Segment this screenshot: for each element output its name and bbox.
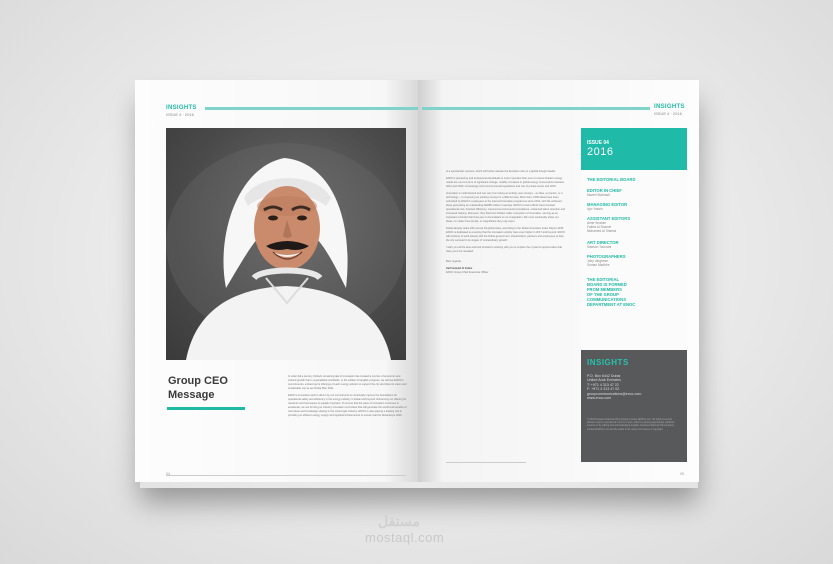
board-role-art-director: ART DIRECTOR Sawson Toumani xyxy=(587,240,619,249)
address-line: P.O. Box 6442 Dubai xyxy=(587,374,621,378)
brand-title: INSIGHTS xyxy=(587,358,629,367)
left-page xyxy=(135,80,418,482)
left-body-column xyxy=(288,375,407,421)
watermark-text: mostaql.com xyxy=(365,530,445,545)
editorial-board xyxy=(581,170,687,350)
section-title-underline xyxy=(167,407,245,410)
right-paragraph: I wish you all the best and look forward to working with you to explore the myriad of opportunities that have yet to be revealed. xyxy=(446,246,562,253)
issue-label: ISSUE 04 xyxy=(587,140,609,146)
board-note: THE EDITORIAL BOARD IS FORMED FROM MEMBERS OF THE GROUP COMMUNICATIONS DEPARTMENT AT ENOC xyxy=(587,277,636,307)
right-header-title: INSIGHTS xyxy=(654,104,685,110)
legal-notice: © 2016 Emirates National Oil Company Limited (ENOC) LLC. All rights reserved. Articles may be reproduced in full or in part, either by quoting appropriate publisher sources or by editing and acknowledging Insights. Emirates National Oil Company Limited (ENOC) LLC and the editor is the owner and owner of copyright. xyxy=(587,418,675,431)
email-line: groupcommunications@enoc.com xyxy=(587,391,642,396)
right-header-rule xyxy=(422,107,650,110)
address-block xyxy=(587,374,641,400)
left-header-rule xyxy=(205,107,418,110)
fax-line: F: +971 4 313 47 02 xyxy=(587,387,620,392)
section-title xyxy=(168,374,228,402)
phone-line: T: +971 4 313 47 22 xyxy=(587,382,619,387)
left-paragraph: ENOC's innovative spirit is driven by our commitment to continually improve the foundations for operational safety and efficiency in the energy industry in Dubai and beyond. Enhancing our offering for residents and businesses is equally important. To ensure that the pace of innovation continues to accelerate, we are forming an industry innovation committee that will generate the world and benefits of new ideas and knowledge sharing in the oil and gas industry. ENOC is also playing a leading role in providing an efficient energy supply and logistical infrastructure to ensure that the Dubai Expo 2020. xyxy=(288,394,407,417)
right-paragraph: ENOC's pioneering and entrepreneurial attitude is more important than ever to ensure Dubai's energy needs are met at a time of significant change, notably increases in global energy consumption between 2012 and 2040, increasingly strict environmental regulations and rise of private sector and 2016. xyxy=(446,177,565,188)
section-title-line2: Message xyxy=(168,389,215,401)
issue-year: 2016 xyxy=(587,146,614,158)
right-footer-rule xyxy=(446,462,526,463)
board-role-managing-editor: MANAGING EDITOR Ayo Yassin xyxy=(587,202,628,211)
left-paragraph: In order fall a century, Dubai's remaining tale of innovation has created a number of economic and cultural growth that is unparalleled worldwide. In the edition of tangible progress, we will see ENOC's commitments, enhancing its offerings of each energy solution to support the city and drive its vision and sustainable city as per Dubai Plan 2021. xyxy=(288,375,407,390)
right-page xyxy=(418,80,699,482)
left-footer-rule xyxy=(166,475,406,476)
watermark-logo: مستقل xyxy=(378,513,420,529)
left-header-issue: ISSUE 4 · 2016 xyxy=(166,112,194,117)
ceo-photo xyxy=(166,128,406,360)
right-header-issue: ISSUE 4 · 2016 xyxy=(654,111,682,116)
right-paragraph: is a spectacular success, which will further elevate the Emirate's role on a global thought leader. xyxy=(446,170,556,173)
board-role-editor-in-chief: EDITOR IN CHIEF Mazeh Bukhash xyxy=(587,188,622,197)
right-body-column xyxy=(446,170,566,275)
address-line: United Arab Emirates xyxy=(587,378,621,383)
board-heading: THE EDITORIAL BOARD xyxy=(587,177,636,182)
right-paragraph: Dubai already ranks 10th across 39 global cities, according to the Dubai Innovation Index Report 2015. ENOC is dedicated to ensuring that the innovation activity rises even higher in 2017 and beyond. ENOC will continue to work closely with the Dubai government, shareholders, partners and employees to help the city succeed in its slogan of 'extraordinary growth'. xyxy=(446,227,566,242)
board-role-photographers: PHOTOGRAPHERS Joby Varghese Suman Madhire xyxy=(587,254,626,267)
left-header-title: INSIGHTS xyxy=(166,105,197,111)
contact-box xyxy=(581,350,687,462)
signatory-title: ENOC Group Chief Executive Officer xyxy=(446,271,489,274)
right-paragraph: Innovation is multi-faceted and can vary from being an entirely new concept – an idea, a process, or a technology – to improving an existing concept in a different way. More than 1,500 ideas have been submitted by ENOC's employees to the internal innovation programme since 2012, with the achieved ideas generating an outstanding AED89 million in savings. ENOC's recent efforts have boosted operational cost, boosted efficiency, improved environmental compliance, enhanced talent retention and increased training. Moreover, they fitted into Dubai's wider ecosystem of innovation, serving as an important reminder that there are no boundaries to our imagination. We must continually share our ideas, no matter how simple, or insignificant they may seem. xyxy=(446,192,566,223)
signatory-name: Saif Humaid Al Falasi xyxy=(446,267,473,270)
website-line: www.enoc.com xyxy=(587,396,612,401)
section-title-line1: Group CEO xyxy=(168,375,228,387)
regards-text: Best regards, xyxy=(446,260,462,263)
board-role-assistant-editors: ASSISTANT EDITORS Amer Ibrahim Fatma Al Shamsi Mohamed Al Shamsi xyxy=(587,216,631,233)
editorial-sidebar xyxy=(581,128,687,350)
left-page-number: 04 xyxy=(166,472,170,476)
right-page-number: 05 xyxy=(680,472,684,476)
